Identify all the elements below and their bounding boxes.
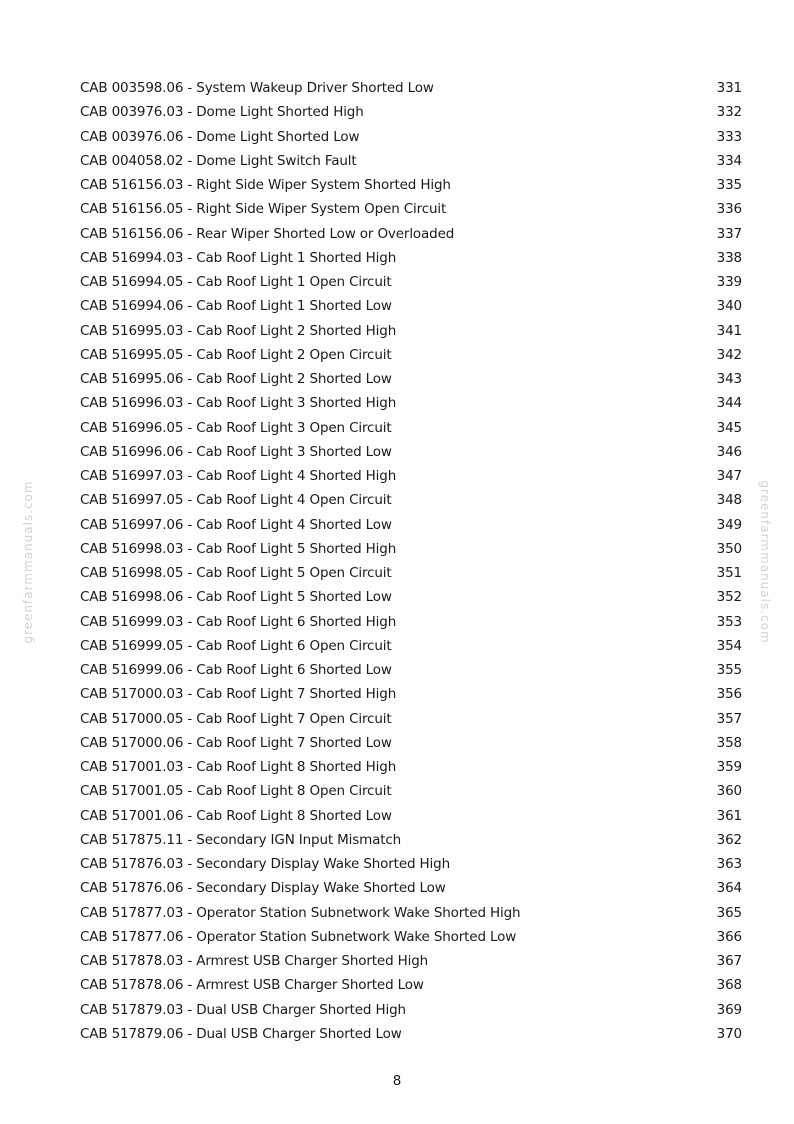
- toc-entry-page: 369: [716, 1001, 742, 1018]
- page-number: 8: [392, 1073, 402, 1089]
- toc-entry-page: 370: [716, 1025, 742, 1042]
- toc-entry-title: CAB 516996.05 - Cab Roof Light 3 Open Circuit: [80, 419, 392, 436]
- toc-entry[interactable]: [80, 100, 742, 124]
- toc-entry-page: 332: [716, 104, 742, 121]
- toc-entry-page: 349: [716, 516, 742, 533]
- toc-entry-title: CAB 516998.03 - Cab Roof Light 5 Shorted High: [80, 540, 397, 557]
- toc-entry-page: 337: [716, 225, 742, 242]
- toc-entry-page: 339: [716, 274, 742, 291]
- toc-entry[interactable]: [80, 416, 742, 440]
- toc-entry[interactable]: [80, 561, 742, 585]
- toc-entry-page: 367: [716, 953, 742, 970]
- toc-entry-page: 366: [716, 928, 742, 945]
- toc-entry[interactable]: [80, 610, 742, 634]
- toc-entry-page: 342: [716, 346, 742, 363]
- toc-entry-page: 341: [716, 322, 742, 339]
- toc-entry[interactable]: [80, 343, 742, 367]
- toc-entry-title: CAB 516994.06 - Cab Roof Light 1 Shorted Low: [80, 298, 392, 315]
- toc-entry[interactable]: [80, 779, 742, 803]
- toc-entry-page: 343: [716, 371, 742, 388]
- toc-entry[interactable]: [80, 294, 742, 318]
- toc-entry-title: CAB 516995.03 - Cab Roof Light 2 Shorted High: [80, 322, 397, 339]
- toc-entry-title: CAB 516156.05 - Right Side Wiper System Open Circuit: [80, 201, 447, 218]
- toc-entry[interactable]: [80, 149, 742, 173]
- toc-entry[interactable]: [80, 585, 742, 609]
- toc-entry-page: 363: [716, 856, 742, 873]
- toc-entry[interactable]: [80, 634, 742, 658]
- toc-entry[interactable]: [80, 464, 742, 488]
- toc-entry-title: CAB 003598.06 - System Wakeup Driver Shorted Low: [80, 80, 434, 97]
- toc-entry-title: CAB 516998.06 - Cab Roof Light 5 Shorted Low: [80, 589, 392, 606]
- toc-entry-page: 340: [716, 298, 742, 315]
- toc-entry[interactable]: [80, 755, 742, 779]
- toc-entry-title: CAB 516996.03 - Cab Roof Light 3 Shorted High: [80, 395, 397, 412]
- toc-entry-page: 345: [716, 419, 742, 436]
- toc-entry-title: CAB 516994.05 - Cab Roof Light 1 Open Circuit: [80, 274, 392, 291]
- toc-entry-title: CAB 003976.03 - Dome Light Shorted High: [80, 104, 364, 121]
- toc-entry-title: CAB 003976.06 - Dome Light Shorted Low: [80, 128, 360, 145]
- toc-entry-title: CAB 517876.03 - Secondary Display Wake Shorted High: [80, 856, 450, 873]
- table-of-contents: [80, 76, 742, 1046]
- toc-entry[interactable]: [80, 222, 742, 246]
- toc-entry[interactable]: [80, 852, 742, 876]
- toc-entry-title: CAB 517878.06 - Armrest USB Charger Shorted Low: [80, 977, 424, 994]
- toc-entry[interactable]: [80, 901, 742, 925]
- toc-entry-page: 358: [716, 734, 742, 751]
- toc-entry[interactable]: [80, 391, 742, 415]
- toc-entry[interactable]: [80, 197, 742, 221]
- toc-entry-title: CAB 516995.06 - Cab Roof Light 2 Shorted Low: [80, 371, 392, 388]
- toc-entry-title: CAB 516997.03 - Cab Roof Light 4 Shorted High: [80, 468, 397, 485]
- toc-entry[interactable]: [80, 998, 742, 1022]
- toc-entry-title: CAB 517878.03 - Armrest USB Charger Shorted High: [80, 953, 429, 970]
- toc-entry-title: CAB 517000.05 - Cab Roof Light 7 Open Circuit: [80, 710, 392, 727]
- toc-entry[interactable]: [80, 731, 742, 755]
- toc-entry-page: 364: [716, 880, 742, 897]
- toc-entry-title: CAB 516999.03 - Cab Roof Light 6 Shorted High: [80, 613, 397, 630]
- toc-entry-page: 361: [716, 807, 742, 824]
- toc-entry-title: CAB 516994.03 - Cab Roof Light 1 Shorted High: [80, 249, 397, 266]
- toc-entry-page: 347: [716, 468, 742, 485]
- toc-entry[interactable]: [80, 1022, 742, 1046]
- toc-entry[interactable]: [80, 76, 742, 100]
- toc-entry-title: CAB 517875.11 - Secondary IGN Input Mismatch: [80, 831, 402, 848]
- toc-entry-page: 355: [716, 662, 742, 679]
- toc-entry-page: 334: [716, 152, 742, 169]
- toc-entry-page: 352: [716, 589, 742, 606]
- toc-entry-title: CAB 516999.06 - Cab Roof Light 6 Shorted Low: [80, 662, 392, 679]
- toc-entry-title: CAB 516156.06 - Rear Wiper Shorted Low or Overloaded: [80, 225, 455, 242]
- toc-entry-page: 360: [716, 783, 742, 800]
- toc-entry-title: CAB 516997.05 - Cab Roof Light 4 Open Circuit: [80, 492, 392, 509]
- toc-entry-page: 354: [716, 637, 742, 654]
- toc-entry-title: CAB 517001.06 - Cab Roof Light 8 Shorted Low: [80, 807, 392, 824]
- toc-entry[interactable]: [80, 658, 742, 682]
- toc-entry-page: 336: [716, 201, 742, 218]
- toc-entry-title: CAB 517877.06 - Operator Station Subnetwork Wake Shorted Low: [80, 928, 517, 945]
- toc-entry-page: 348: [716, 492, 742, 509]
- toc-entry[interactable]: [80, 925, 742, 949]
- toc-entry-title: CAB 517001.03 - Cab Roof Light 8 Shorted High: [80, 759, 397, 776]
- toc-entry-page: 368: [716, 977, 742, 994]
- toc-entry-title: CAB 517000.03 - Cab Roof Light 7 Shorted High: [80, 686, 397, 703]
- toc-entry-page: 356: [716, 686, 742, 703]
- toc-entry-page: 333: [716, 128, 742, 145]
- toc-entry-title: CAB 516998.05 - Cab Roof Light 5 Open Circuit: [80, 565, 392, 582]
- toc-entry[interactable]: [80, 488, 742, 512]
- toc-entry-page: 338: [716, 249, 742, 266]
- toc-entry[interactable]: [80, 440, 742, 464]
- toc-entry-page: 344: [716, 395, 742, 412]
- toc-entry[interactable]: [80, 513, 742, 537]
- toc-entry-page: 350: [716, 540, 742, 557]
- toc-entry[interactable]: [80, 125, 742, 149]
- watermark-right: greenfarmmanuals.com: [758, 480, 772, 644]
- toc-entry-page: 331: [716, 80, 742, 97]
- toc-entry[interactable]: [80, 876, 742, 900]
- toc-entry-title: CAB 517000.06 - Cab Roof Light 7 Shorted Low: [80, 734, 392, 751]
- toc-entry-page: 353: [716, 613, 742, 630]
- toc-entry-title: CAB 516997.06 - Cab Roof Light 4 Shorted Low: [80, 516, 392, 533]
- toc-entry-title: CAB 516999.05 - Cab Roof Light 6 Open Circuit: [80, 637, 392, 654]
- toc-entry[interactable]: [80, 319, 742, 343]
- toc-entry-title: CAB 516996.06 - Cab Roof Light 3 Shorted Low: [80, 443, 392, 460]
- toc-entry-page: 359: [716, 759, 742, 776]
- toc-entry-page: 335: [716, 177, 742, 194]
- toc-entry-title: CAB 516995.05 - Cab Roof Light 2 Open Circuit: [80, 346, 392, 363]
- toc-entry[interactable]: [80, 367, 742, 391]
- toc-entry[interactable]: [80, 973, 742, 997]
- toc-entry[interactable]: [80, 949, 742, 973]
- toc-entry[interactable]: [80, 537, 742, 561]
- toc-entry[interactable]: [80, 270, 742, 294]
- toc-entry[interactable]: [80, 246, 742, 270]
- toc-entry-page: 346: [716, 443, 742, 460]
- watermark-left: greenfarmmanuals.com: [21, 480, 35, 644]
- toc-entry[interactable]: [80, 173, 742, 197]
- toc-entry-page: 365: [716, 904, 742, 921]
- toc-entry[interactable]: [80, 804, 742, 828]
- toc-entry-title: CAB 517001.05 - Cab Roof Light 8 Open Circuit: [80, 783, 392, 800]
- toc-entry-title: CAB 517879.03 - Dual USB Charger Shorted High: [80, 1001, 406, 1018]
- toc-entry[interactable]: [80, 707, 742, 731]
- toc-entry-title: CAB 516156.03 - Right Side Wiper System Shorted High: [80, 177, 451, 194]
- toc-entry-page: 351: [716, 565, 742, 582]
- toc-entry-title: CAB 517876.06 - Secondary Display Wake Shorted Low: [80, 880, 446, 897]
- toc-entry[interactable]: [80, 682, 742, 706]
- toc-entry-title: CAB 004058.02 - Dome Light Switch Fault: [80, 152, 357, 169]
- toc-entry[interactable]: [80, 828, 742, 852]
- toc-entry-page: 357: [716, 710, 742, 727]
- toc-entry-title: CAB 517879.06 - Dual USB Charger Shorted Low: [80, 1025, 402, 1042]
- toc-entry-title: CAB 517877.03 - Operator Station Subnetwork Wake Shorted High: [80, 904, 521, 921]
- toc-entry-page: 362: [716, 831, 742, 848]
